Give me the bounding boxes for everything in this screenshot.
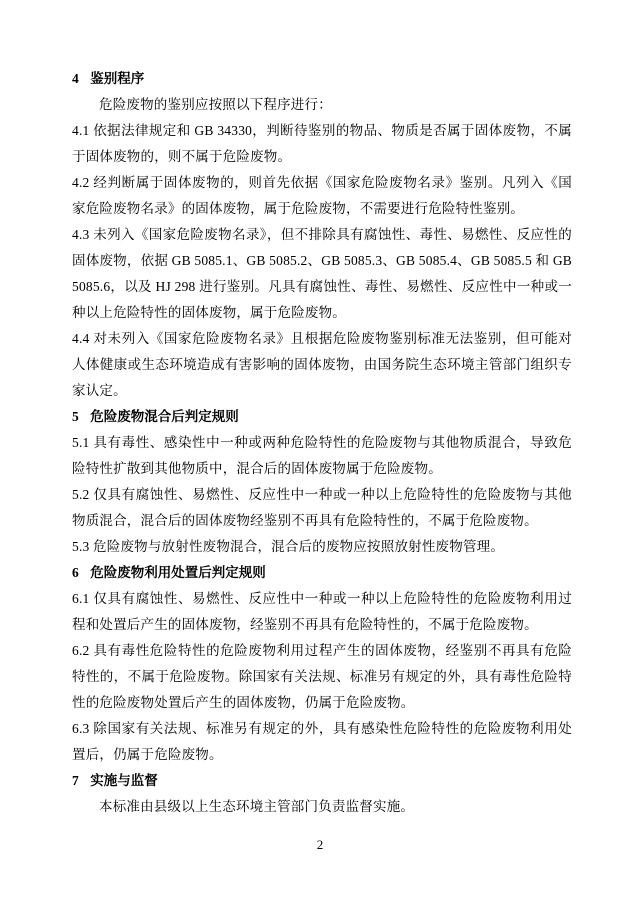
section-number: 6 <box>72 565 79 580</box>
clause-4-2: 4.2 经判断属于固体废物的，则首先依据《国家危险废物名录》鉴别。凡列入《国家危险废物名录》的固体废物，属于危险废物，不需要进行危险特性鉴别。 <box>72 175 572 216</box>
clause-4-1: 4.1 依据法律规定和 GB 34330，判断待鉴别的物品、物质是否属于固体废物，不属于固体废物的，则不属于危险废物。 <box>72 123 572 164</box>
section-heading-6 <box>72 560 572 586</box>
paragraph-intro: 危险废物的鉴别应按照以下程序进行： <box>99 97 332 112</box>
section-heading-5 <box>72 404 572 430</box>
document-body <box>72 66 572 820</box>
section-title: 实施与监督 <box>90 773 158 788</box>
clause-5-1: 5.1 具有毒性、感染性中一种或两种危险特性的危险废物与其他物质混合，导致危险特性扩散到其他物质中，混合后的固体废物属于危险废物。 <box>72 435 572 476</box>
section-title: 危险废物利用处置后判定规则 <box>90 565 266 580</box>
section-number: 7 <box>72 773 79 788</box>
clause-4-4: 4.4 对未列入《国家危险废物名录》且根据危险废物鉴别标准无法鉴别，但可能对人体健康或生态环境造成有害影响的固体废物，由国务院生态环境主管部门组织专家认定。 <box>72 331 572 398</box>
section-heading-7 <box>72 768 572 794</box>
section-number: 5 <box>72 409 79 424</box>
clause-5-3: 5.3 危险废物与放射性废物混合，混合后的废物应按照放射性废物管理。 <box>72 539 505 554</box>
clause-5-2: 5.2 仅具有腐蚀性、易燃性、反应性中一种或一种以上危险特性的危险废物与其他物质混合，混合后的固体废物经鉴别不再具有危险特性的，不属于危险废物。 <box>72 487 572 528</box>
section-title: 鉴别程序 <box>90 71 145 86</box>
clause-6-3: 6.3 除国家有关法规、标准另有规定的外，具有感染性危险特性的危险废物利用处置后，仍属于危险废物。 <box>72 721 572 762</box>
page-number: 2 <box>316 837 324 852</box>
clause-6-2: 6.2 具有毒性危险特性的危险废物利用过程产生的固体废物，经鉴别不再具有危险特性的，不属于危险废物。除国家有关法规、标准另有规定的外，具有毒性危险特性的危险废物处置后产生的固体废物，仍属于危险废物。 <box>72 643 572 710</box>
section-heading-4 <box>72 66 572 92</box>
section-number: 4 <box>72 71 79 86</box>
clause-6-1: 6.1 仅具有腐蚀性、易燃性、反应性中一种或一种以上危险特性的危险废物利用过程和处置后产生的固体废物，经鉴别不再具有危险特性的，不属于危险废物。 <box>72 591 572 632</box>
paragraph-implementation: 本标准由县级以上生态环境主管部门负责监督实施。 <box>99 799 415 814</box>
section-title: 危险废物混合后判定规则 <box>90 409 239 424</box>
clause-4-3: 4.3 未列入《国家危险废物名录》，但不排除具有腐蚀性、毒性、易燃性、反应性的固体废物，依据 GB 5085.1、GB 5085.2、GB 5085.3、GB 5085.4、GB 5085.5 和 GB 5085.6，以及 HJ 298 进行鉴别。凡具有腐蚀性、毒性、易燃性、反应性中一种或一种以上危险特性的固体废物，属于危险废物。 <box>72 227 572 320</box>
